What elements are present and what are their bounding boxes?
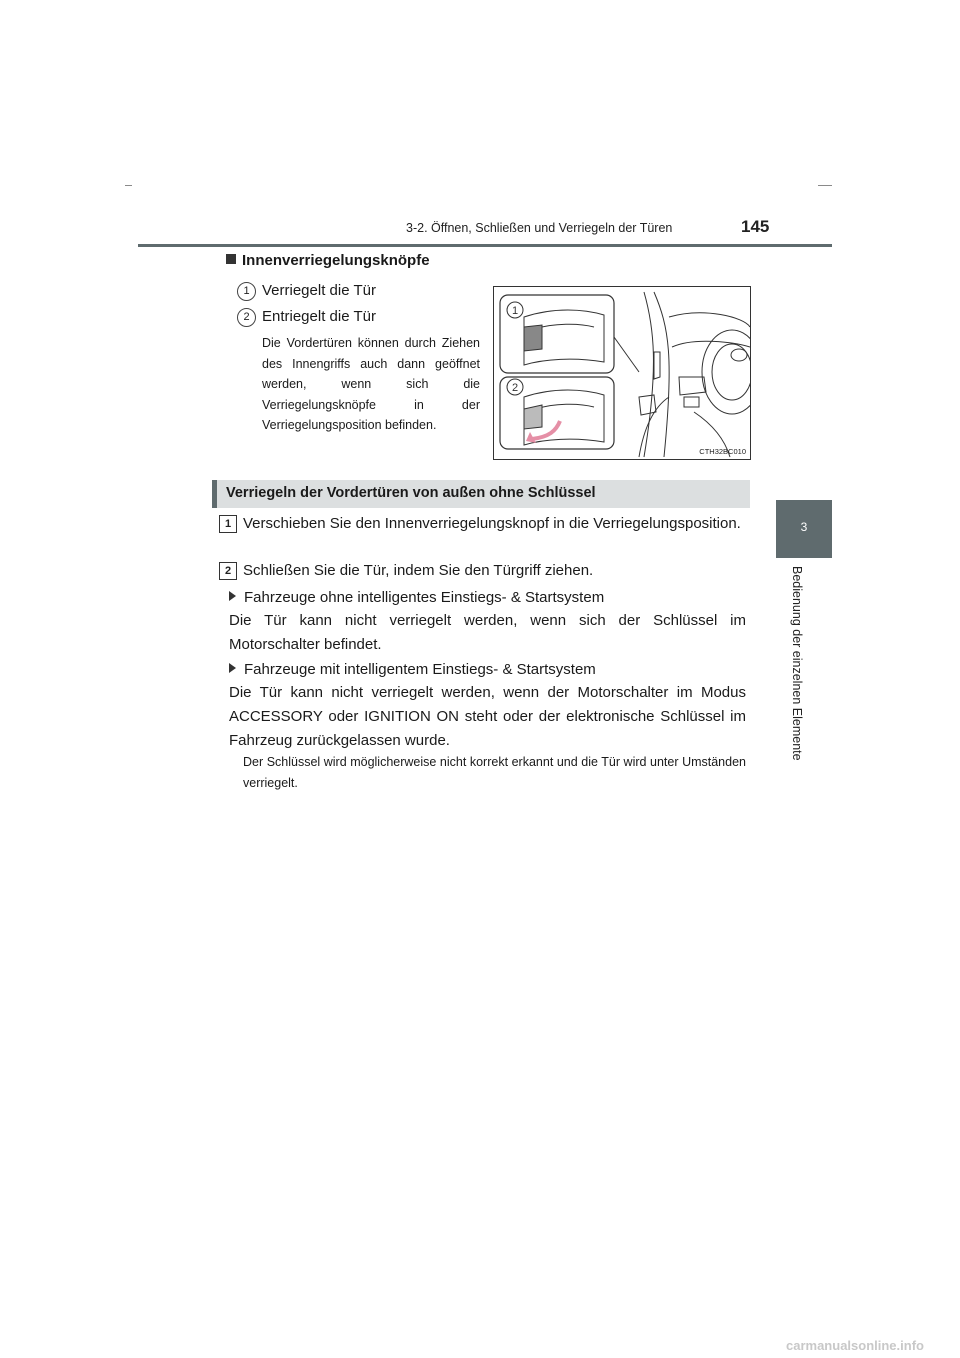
page-number: 145	[741, 217, 770, 236]
item-number-1: 1	[237, 282, 256, 301]
door-lock-illustration	[493, 286, 751, 460]
section-accent	[212, 480, 217, 508]
variant-b-label	[229, 658, 746, 682]
square-bullet-icon	[226, 254, 236, 264]
triangle-bullet-icon	[229, 663, 236, 673]
variant-b-note: Der Schlüssel wird möglicherweise nicht korrekt erkannt und die Tür wird unter Umständen verriegelt.	[243, 755, 746, 790]
chapter-tab	[776, 500, 832, 558]
item-number-2: 2	[237, 308, 256, 327]
step-number-2: 2	[219, 562, 237, 580]
step-text-2: Schließen Sie die Tür, indem Sie den Türgriff ziehen.	[243, 562, 594, 579]
chapter-title: Bedienung der einzelnen Elemente	[790, 566, 804, 761]
section-title: Verriegeln der Vordertüren von außen ohne Schlüssel	[226, 485, 596, 501]
figure-code: CTH32BC010	[699, 447, 746, 456]
chapter-number: 3	[800, 520, 808, 534]
step-text-1: Verschieben Sie den Innenverriegelungsknopf in die Verriegelungsposition.	[243, 515, 741, 532]
callout-2: 2	[511, 382, 519, 394]
watermark: carmanualsonline.info	[786, 1338, 924, 1353]
variant-b-label-text: Fahrzeuge mit intelligentem Einstiegs- & Startsystem	[244, 661, 596, 678]
header-rule	[138, 244, 832, 247]
variant-a-text: Die Tür kann nicht verriegelt werden, wenn sich der Schlüssel im Motorschalter befindet.	[229, 612, 746, 653]
lock-knobs-note: Die Vordertüren können durch Ziehen des Innengriffs auch dann geöffnet werden, wenn sich die Verriegelungsknöpfe in der Verriegelungsposition befinden.	[262, 336, 480, 432]
callout-1: 1	[511, 305, 519, 317]
door-interior-drawing	[494, 287, 750, 459]
item-text-unlock: Entriegelt die Tür	[262, 308, 376, 325]
triangle-bullet-icon	[229, 591, 236, 601]
crop-mark-left	[125, 185, 132, 186]
item-text-lock: Verriegelt die Tür	[262, 282, 376, 299]
crop-mark-right	[818, 185, 832, 186]
variant-b-text: Die Tür kann nicht verriegelt werden, wenn der Motorschalter im Modus ACCESSORY oder IGNITION ON steht oder der elektronische Schlüssel im Fahrzeug zurückgelassen wurde.	[229, 684, 746, 749]
section-path: 3-2. Öffnen, Schließen und Verriegeln der Türen	[406, 221, 673, 235]
variant-a-label-text: Fahrzeuge ohne intelligentes Einstiegs- & Startsystem	[244, 589, 605, 606]
section-heading-bar	[212, 480, 750, 508]
lock-knobs-heading	[226, 252, 430, 269]
variant-a-label	[229, 586, 746, 610]
lock-knobs-heading-text: Innenverriegelungsknöpfe	[242, 252, 430, 269]
step-number-1: 1	[219, 515, 237, 533]
